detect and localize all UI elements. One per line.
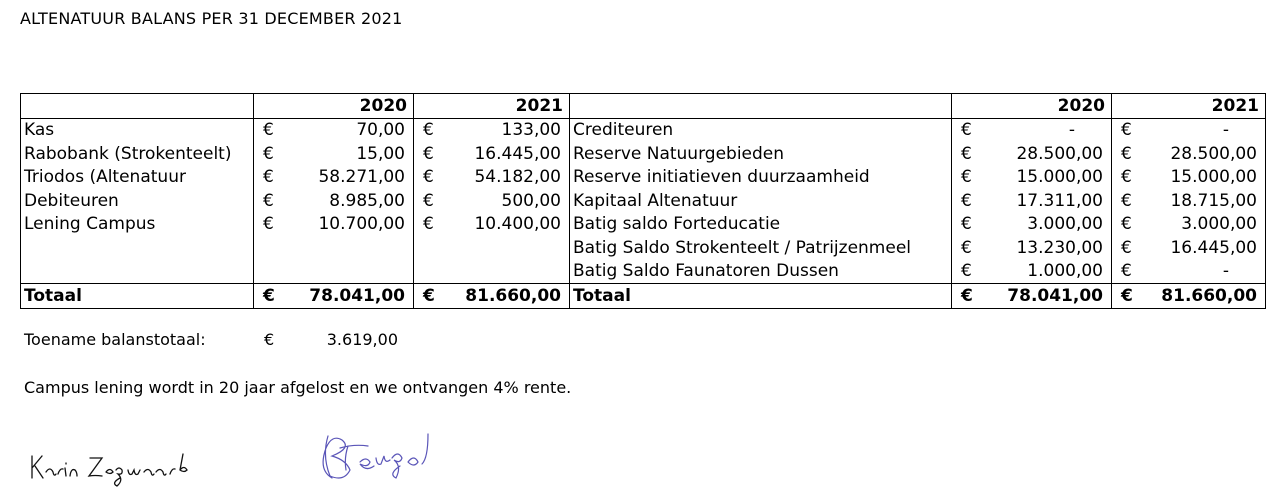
liability-currency-2021: € [1112, 142, 1148, 166]
asset-value-2020: 10.700,00 [318, 214, 405, 235]
document-title: ALTENATUUR BALANS PER 31 DECEMBER 2021 [20, 9, 403, 28]
signature-karin-zegwaard [28, 448, 220, 488]
asset-value-2020: 8.985,00 [329, 190, 405, 211]
liability-value-2021: 3.000,00 [1148, 213, 1266, 237]
header-currency-empty [254, 94, 294, 119]
header-liab-2021: 2021 [1148, 94, 1266, 119]
asset-currency-2020: € [254, 189, 294, 213]
asset-label: Kas [21, 118, 254, 142]
assets-total-2020: 78.041,00 [294, 284, 414, 309]
balance-row [21, 142, 1266, 166]
balance-row [21, 236, 1266, 260]
asset-currency-2021: € [414, 189, 452, 213]
liability-value-2020: 28.500,00 [1016, 143, 1103, 164]
liability-currency-2020: € [952, 213, 992, 237]
loan-note: Campus lening wordt in 20 jaar afgelost en we ontvangen 4% rente. [24, 378, 572, 397]
asset-label: Rabobank (Strokenteelt) [21, 142, 254, 166]
asset-currency-2020 [254, 260, 294, 284]
asset-currency-2020: € [254, 118, 294, 142]
liability-value-2021: 15.000,00 [1148, 166, 1266, 190]
assets-total-label: Totaal [21, 284, 254, 309]
asset-value-2021: 10.400,00 [474, 214, 561, 235]
balance-row [21, 189, 1266, 213]
balance-row [21, 118, 1266, 142]
liability-value-2021: - [1148, 260, 1266, 284]
liability-value-2021: - [1148, 118, 1266, 142]
asset-label: Lening Campus [21, 213, 254, 237]
asset-currency-2021 [414, 236, 452, 260]
asset-value-2020: 70,00 [356, 120, 405, 141]
header-row [21, 94, 1266, 119]
asset-value-2021 [452, 260, 570, 284]
asset-value-2021: 500,00 [501, 190, 561, 211]
asset-label [21, 236, 254, 260]
asset-currency-2020: € [254, 213, 294, 237]
asset-currency-2021: € [414, 118, 452, 142]
liability-currency-2021: € [1112, 260, 1148, 284]
liability-currency-2020: € [952, 189, 992, 213]
asset-currency-2021: € [414, 213, 452, 237]
balance-row [21, 213, 1266, 237]
balance-table [20, 93, 1266, 309]
asset-value-2020 [294, 236, 414, 260]
header-currency-empty [1112, 94, 1148, 119]
asset-label: Triodos (Altenatuur [21, 166, 254, 190]
asset-value-2021: 133,00 [501, 120, 561, 141]
liabilities-total-currency-2021: € [1112, 284, 1148, 309]
assets-total-currency-2020: € [254, 284, 294, 309]
liability-currency-2021: € [1112, 118, 1148, 142]
assets-total-2021: 81.660,00 [452, 284, 570, 309]
header-currency-empty [952, 94, 992, 119]
balance-row [21, 260, 1266, 284]
liability-value-2020: 1.000,00 [1027, 261, 1103, 282]
liabilities-total-2021: 81.660,00 [1148, 284, 1266, 309]
assets-total-currency-2021: € [414, 284, 452, 309]
liabilities-total-currency-2020: € [952, 284, 992, 309]
header-currency-empty [414, 94, 452, 119]
increase-label: Toename balanstotaal: [24, 330, 206, 349]
liability-currency-2020: € [952, 260, 992, 284]
header-liab-2020: 2020 [992, 94, 1112, 119]
liability-currency-2020: € [952, 118, 992, 142]
asset-label [21, 260, 254, 284]
asset-currency-2021: € [414, 142, 452, 166]
totals-row [21, 284, 1266, 309]
asset-value-2021: 16.445,00 [474, 143, 561, 164]
asset-value-2020 [294, 260, 414, 284]
balance-table-body [21, 94, 1266, 309]
liabilities-total-label: Totaal [570, 284, 952, 309]
asset-label: Debiteuren [21, 189, 254, 213]
liability-value-2021: 18.715,00 [1148, 189, 1266, 213]
liability-currency-2020: € [952, 166, 992, 190]
asset-currency-2021 [414, 260, 452, 284]
header-assets-2020: 2020 [294, 94, 414, 119]
liability-currency-2021: € [1112, 236, 1148, 260]
liability-label: Reserve Natuurgebieden [570, 142, 952, 166]
liability-value-2020: 17.311,00 [1016, 190, 1103, 211]
liability-label: Kapitaal Altenatuur [570, 189, 952, 213]
asset-value-2020: 15,00 [356, 143, 405, 164]
liability-label: Reserve initiatieven duurzaamheid [570, 166, 952, 190]
asset-currency-2020: € [254, 142, 294, 166]
asset-value-2020: 58.271,00 [318, 167, 405, 188]
liability-value-2020: 3.000,00 [1027, 214, 1103, 235]
liability-currency-2021: € [1112, 213, 1148, 237]
asset-value-2021: 54.182,00 [474, 167, 561, 188]
header-empty-liabilities [570, 94, 952, 119]
asset-currency-2021: € [414, 166, 452, 190]
liability-currency-2021: € [1112, 166, 1148, 190]
increase-value: 3.619,00 [326, 330, 398, 349]
signature-second [318, 428, 444, 486]
liability-label: Crediteuren [570, 118, 952, 142]
liability-currency-2020: € [952, 142, 992, 166]
liability-currency-2020: € [952, 236, 992, 260]
liabilities-total-2020: 78.041,00 [992, 284, 1112, 309]
liability-value-2021: 16.445,00 [1148, 236, 1266, 260]
liability-currency-2021: € [1112, 189, 1148, 213]
liability-value-2021: 28.500,00 [1148, 142, 1266, 166]
liability-label: Batig Saldo Faunatoren Dussen [570, 260, 952, 284]
header-empty-assets [21, 94, 254, 119]
liability-label: Batig Saldo Strokenteelt / Patrijzenmeel [570, 236, 952, 260]
asset-currency-2020: € [254, 166, 294, 190]
asset-currency-2020 [254, 236, 294, 260]
increase-currency: € [264, 330, 275, 349]
liability-label: Batig saldo Forteducatie [570, 213, 952, 237]
balance-row [21, 166, 1266, 190]
header-assets-2021: 2021 [452, 94, 570, 119]
asset-value-2021 [452, 236, 570, 260]
liability-value-2020: - [1068, 120, 1075, 141]
liability-value-2020: 13.230,00 [1016, 237, 1103, 258]
liability-value-2020: 15.000,00 [1016, 167, 1103, 188]
